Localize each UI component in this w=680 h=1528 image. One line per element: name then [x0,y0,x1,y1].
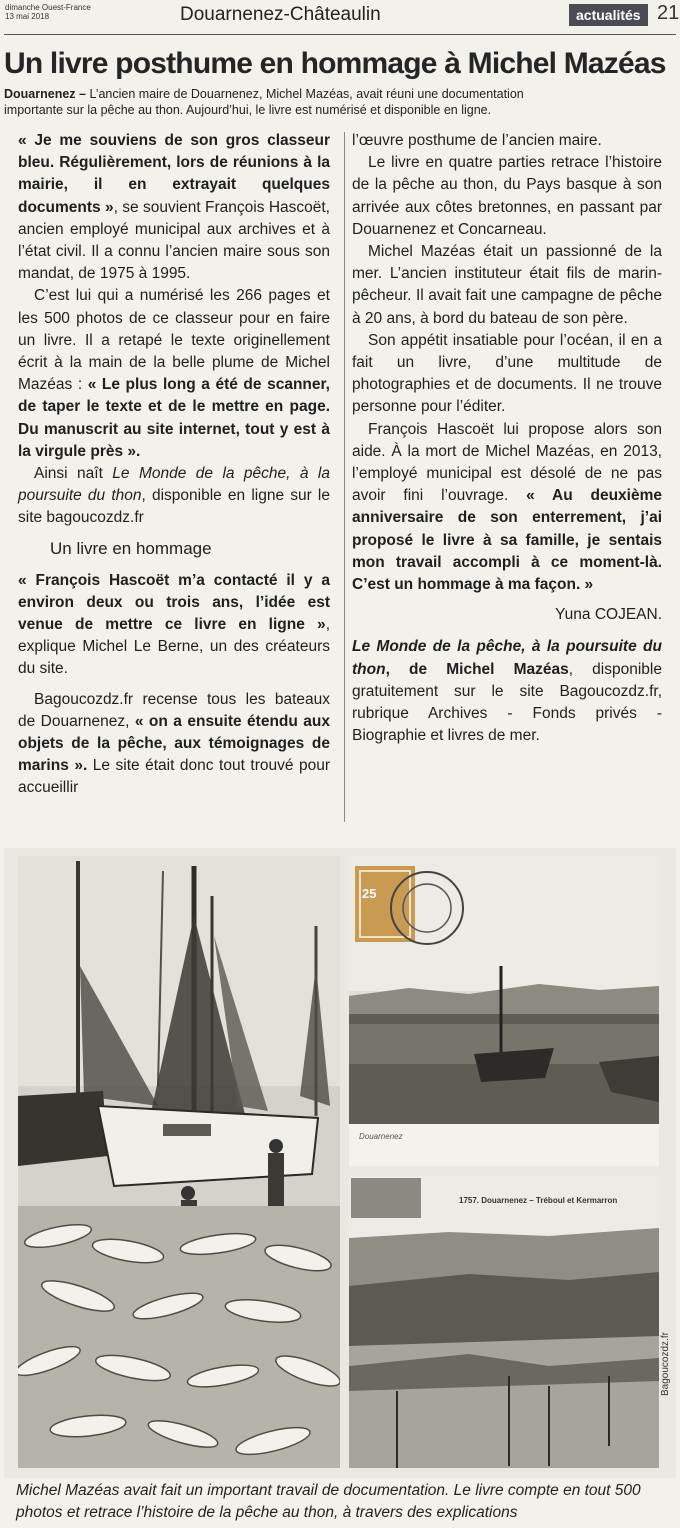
header-divider [4,34,676,35]
article-column-1 [18,130,330,800]
page-header [0,0,680,34]
author-signature: Yuna COJEAN. [555,606,662,624]
edition-info [5,3,91,21]
paragraph-text: Bagoucozdz.fr recense tous les bateaux de Douarnenez, [18,690,330,730]
photo-block [4,848,676,1478]
paragraph: Son appétit insatiable pour l’océan, il en a fait un livre, d’une multitude de photographies et de documents. Il ne trouve personne pour l’éditer. [352,331,662,416]
quote: « Je me souviens de son gros classeur bleu. Régulièrement, lors de réunions à la mairie, il en extrayait quelques documents » [18,132,330,216]
standfirst [4,86,584,118]
paragraph [18,570,330,681]
quote: « Le plus long a été de scanner, de taper le texte et de le mettre en page. Du manuscrit au site internet, tout y est à la virgule près ». [18,376,330,460]
paragraph-text: , explique Michel Le Berne, un des créateurs du site. [18,616,330,678]
photo-tuna-boats [18,856,340,1468]
standfirst-place: Douarnenez – [4,87,86,101]
paragraph [18,285,330,463]
book-availability: , disponible gratuitement sur le site Bagoucozdz.fr, rubrique Archives - Fonds privés - Biographie et livres de mer. [352,660,662,745]
paragraph: Le livre en quatre parties retrace l’histoire de la pêche au thon, du Pays basque à son arrivée aux côtes bretonnes, en passant par Douarnenez et Concarneau. [352,154,662,238]
subheading: Un livre en hommage [50,538,212,558]
edition-name: dimanche Ouest-France [5,3,91,12]
paragraph: l’œuvre posthume de l’ancien maire. [352,132,602,149]
article-column-2 [352,130,662,747]
stamp-value: 25 [362,886,377,901]
quote: « Au deuxième anniversaire de son enterrement, j’ai proposé le livre à sa famille, je sentais mon travail accompli à ce moment-là. C’est un hommage à ma façon. » [352,487,663,594]
paragraph-text: C’est lui qui a numérisé les 266 pages et les 500 photos de ce classeur pour en faire un livre. Il a retapé le texte originellement écrit à la main de la belle plume de Michel Mazéas : [18,287,330,394]
photo-credit: Bagoucozdz.fr [660,1332,671,1396]
paragraph-text: Le site était donc tout trouvé pour accueillir [18,757,331,797]
book-title: Le Monde de la pêche, à la poursuite du thon [18,465,330,505]
book-info [352,636,662,747]
quote: « on a ensuite étendu aux objets de la pêche, aux témoignages de marins ». [18,712,331,775]
standfirst-text: L’ancien maire de Douarnenez, Michel Mazéas, avait réuni une documentation importante sur la pêche au thon. Aujourd’hui, le livre est numérisé et disponible en ligne. [4,87,524,117]
column-divider [344,132,345,822]
photo-postcard-harbour [349,856,659,1166]
book-author: , de Michel Mazéas [385,660,569,678]
edition-date: 13 mai 2018 [5,12,50,21]
paragraph-text: Ainsi naît [34,465,113,483]
paragraph: Michel Mazéas était un passionné de la mer. L’ancien instituteur était fils de marin-pêcheur. Il avait fait une campagne de pêche à 20 ans, à bord du bateau de son père. [352,243,662,327]
paragraph-text: , se souvient François Hascoët, ancien employé municipal aux archives et à l’état civil. Il a connu l’ancien maire sous son mandat, de 1975 à 1995. [18,198,330,283]
paragraph [18,463,330,530]
photo-caption: Michel Mazéas avait fait un important travail de documentation. Le livre compte en tout 500 photos et retrace l’histoire de la pêche au thon, à travers des explications [16,1482,641,1521]
headline: Un livre posthume en hommage à Michel Mazéas [4,47,666,80]
postcard-caption: Douarnenez [359,1132,403,1141]
paragraph [18,689,330,800]
quote: « François Hascoët m’a contacté il y a environ deux ou trois ans, l’idée est venue de mettre ce livre en ligne » [18,571,330,634]
photo-postcard-treboul [349,1176,659,1468]
book-title: Le Monde de la pêche, à la poursuite du thon [352,638,662,678]
page-number: 21 [657,2,680,24]
category-badge: actualités [569,4,648,26]
paragraph-text: , disponible en ligne sur le site bagoucozdz.fr [18,487,330,527]
paragraph-text: François Hascoët lui propose alors son aide. À la mort de Michel Mazéas, en 2013, l’employé municipal est désolé de ne pas avoir fini l’ouvrage. [352,420,662,505]
paragraph [18,130,330,285]
section-title: Douarnenez-Châteaulin [180,4,381,25]
postcard-caption: 1757. Douarnenez – Tréboul et Kermarron [459,1196,618,1205]
paragraph [352,419,662,597]
